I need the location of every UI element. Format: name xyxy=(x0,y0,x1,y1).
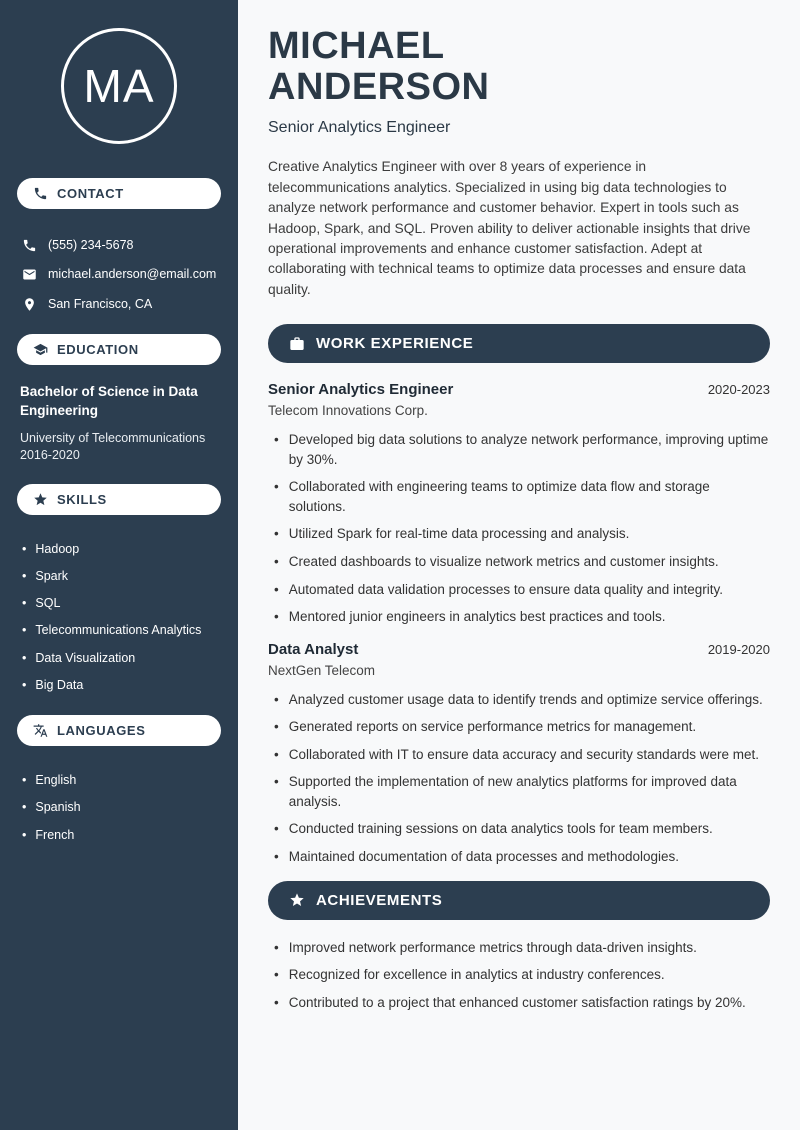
job-bullet-list xyxy=(268,430,770,627)
skill-item xyxy=(22,568,222,584)
skill-label: • SQL xyxy=(35,596,61,611)
contact-item-email xyxy=(22,266,222,282)
graduation-cap-icon xyxy=(33,342,48,357)
page-title xyxy=(268,26,770,107)
contact-phone-text: (555) 234-5678 xyxy=(48,238,134,252)
star-icon xyxy=(289,892,305,908)
bullet-item xyxy=(274,993,770,1013)
job-title: Data Analyst xyxy=(268,640,359,658)
bullet-text: • Conducted training sessions on data analytics tools for team members. xyxy=(288,821,713,837)
bullet-item xyxy=(274,524,770,544)
bullet-text: • Created dashboards to visualize network metrics and customer insights. xyxy=(288,553,719,569)
sidebar xyxy=(0,0,238,1130)
main-content xyxy=(238,0,800,1130)
skill-item xyxy=(22,677,222,693)
translate-icon xyxy=(33,723,48,738)
education-degree: Bachelor of Science in Data Engineering xyxy=(20,383,198,419)
bullet-item xyxy=(274,552,770,572)
summary-paragraph: Creative Analytics Engineer with over 8 years of experience in telecommunications analytics. Specialized in using big data technologies to analyze network performance and customer behavior. Expert in tools such as Hadoop, Spark, and SQL. Proven ability to deliver actionable insights that drive operational improvements and enhance customer satisfaction. Adept at collaborating with technical teams to optimize data processes and ensure data quality. xyxy=(268,159,751,297)
work-experience-heading: WORK EXPERIENCE xyxy=(316,335,474,353)
bullet-item xyxy=(274,745,770,765)
languages-list xyxy=(0,759,238,843)
email-icon xyxy=(22,267,37,282)
bullet-item xyxy=(274,690,770,710)
bullet-item xyxy=(274,847,770,867)
phone-icon xyxy=(33,186,48,201)
job-company: NextGen Telecom xyxy=(268,662,376,678)
contact-heading: CONTACT xyxy=(57,186,124,201)
contact-list xyxy=(0,222,238,312)
languages-heading-pill xyxy=(17,715,221,746)
languages-heading: LANGUAGES xyxy=(57,723,146,739)
education-years: 2016-2020 xyxy=(20,447,80,462)
bullet-text: • Generated reports on service performance metrics for management. xyxy=(288,719,697,735)
job-head xyxy=(268,381,770,398)
star-icon xyxy=(33,492,48,507)
language-label: • French xyxy=(35,827,75,842)
skill-label: • Telecommunications Analytics xyxy=(35,623,202,638)
job-head xyxy=(268,641,770,658)
contact-item-location xyxy=(22,296,222,312)
bullet-text: • Recognized for excellence in analytics at industry conferences. xyxy=(288,967,665,983)
bullet-item xyxy=(274,580,770,600)
bullet-text: • Analyzed customer usage data to identify trends and optimize service offerings. xyxy=(288,691,763,707)
phone-icon xyxy=(22,238,37,253)
job-dates: 2020-2023 xyxy=(707,382,770,398)
contact-item-phone xyxy=(22,237,222,253)
contact-location-text: San Francisco, CA xyxy=(48,296,153,311)
bullet-text: • Improved network performance metrics through data-driven insights. xyxy=(288,939,697,955)
language-label: • Spanish xyxy=(35,800,81,815)
bullet-text: • Collaborated with IT to ensure data accuracy and security standards were met. xyxy=(288,746,759,762)
bullet-text: • Utilized Spark for real-time data processing and analysis. xyxy=(288,526,630,542)
bullet-item xyxy=(274,772,770,811)
bullet-item xyxy=(274,965,770,985)
language-item xyxy=(22,827,222,843)
first-name: MICHAEL xyxy=(268,25,445,67)
bullet-text: • Developed big data solutions to analyze network performance, improving uptime by 30%. xyxy=(288,432,769,467)
job-entry xyxy=(268,641,770,867)
language-item xyxy=(22,799,222,815)
job-bullet-list xyxy=(268,690,770,867)
skills-list xyxy=(0,528,238,694)
skill-item xyxy=(22,650,222,666)
avatar-initials: MA xyxy=(83,60,155,112)
bullet-text: • Supported the implementation of new analytics platforms for improved data analysis. xyxy=(288,774,737,809)
bullet-item xyxy=(274,607,770,627)
bullet-item xyxy=(274,938,770,958)
skill-item xyxy=(22,622,222,638)
last-name: ANDERSON xyxy=(268,65,490,108)
work-experience-header xyxy=(268,324,770,363)
location-icon xyxy=(22,297,37,312)
job-entry xyxy=(268,381,770,627)
achievements-list xyxy=(268,938,770,1013)
headline: Senior Analytics Engineer xyxy=(268,119,451,137)
job-company: Telecom Innovations Corp. xyxy=(268,403,428,419)
language-item xyxy=(22,772,222,788)
bullet-item xyxy=(274,717,770,737)
education-heading: EDUCATION xyxy=(57,341,139,357)
skill-item xyxy=(22,595,222,611)
education-details xyxy=(0,378,238,462)
skill-label: • Big Data xyxy=(35,677,84,692)
language-label: • English xyxy=(35,773,77,788)
achievements-heading: ACHIEVEMENTS xyxy=(316,891,443,909)
bullet-text: • Collaborated with engineering teams to optimize data flow and storage solutions. xyxy=(288,479,710,514)
bullet-item xyxy=(274,819,770,839)
skills-heading: SKILLS xyxy=(57,491,107,507)
job-dates: 2019-2020 xyxy=(707,641,770,657)
skill-label: • Data Visualization xyxy=(35,650,136,665)
bullet-text: • Automated data validation processes to ensure data quality and integrity. xyxy=(288,581,724,597)
bullet-text: • Mentored junior engineers in analytics best practices and tools. xyxy=(288,609,666,625)
languages-section xyxy=(0,715,238,843)
contact-email-text: michael.anderson@email.com xyxy=(48,267,217,282)
avatar xyxy=(61,28,177,144)
bullet-item xyxy=(274,430,770,469)
skills-heading-pill xyxy=(17,484,221,515)
contact-heading-pill xyxy=(17,178,221,209)
achievements-header xyxy=(268,881,770,920)
skills-section xyxy=(0,484,238,694)
skill-item xyxy=(22,541,222,557)
contact-section xyxy=(0,178,238,312)
education-school: University of Telecommunications xyxy=(20,430,206,445)
bullet-text: • Contributed to a project that enhanced customer satisfaction ratings by 20%. xyxy=(288,994,746,1010)
skill-label: • Spark xyxy=(35,568,69,583)
education-section xyxy=(0,334,238,462)
skill-label: • Hadoop xyxy=(35,541,80,556)
bullet-text: • Maintained documentation of data processes and methodologies. xyxy=(288,849,679,865)
job-title: Senior Analytics Engineer xyxy=(268,381,454,399)
bullet-item xyxy=(274,477,770,516)
briefcase-icon xyxy=(289,336,305,352)
education-heading-pill xyxy=(17,334,221,365)
